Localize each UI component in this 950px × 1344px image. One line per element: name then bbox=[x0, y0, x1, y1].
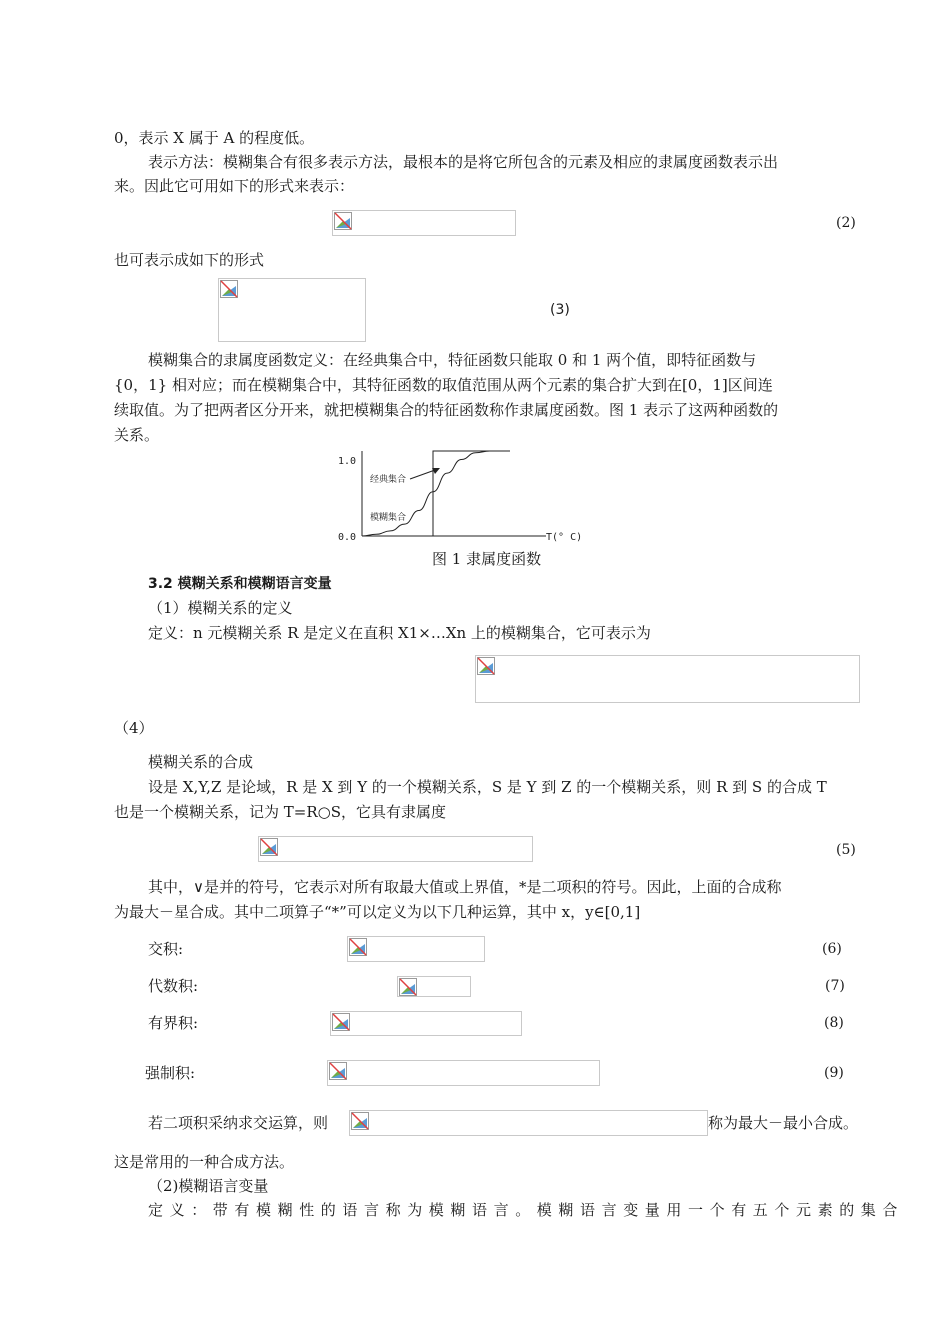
equation-image bbox=[327, 1060, 600, 1086]
x-axis-label: T(° C) bbox=[546, 532, 583, 543]
text-line: 表示方法：模糊集合有很多表示方法，最根本的是将它所包含的元素及相应的隶属度函数表示出 bbox=[148, 153, 779, 171]
subsection-heading: （2)模糊语言变量 bbox=[148, 1177, 269, 1195]
text-line: 定义：带有模糊性的语言称为模糊语言。模糊语言变量用一个有五个元素的集合 bbox=[148, 1201, 905, 1219]
y-tick-label: 1.0 bbox=[338, 456, 357, 467]
operation-label: 交积: bbox=[148, 940, 184, 958]
equation-image bbox=[332, 210, 516, 236]
text-line: 称为最大－最小合成。 bbox=[708, 1114, 859, 1132]
subsection-heading: （1）模糊关系的定义 bbox=[148, 599, 293, 617]
broken-image-icon bbox=[220, 280, 238, 298]
equation-image bbox=[475, 655, 860, 703]
text-line: 模糊集合的隶属度函数定义：在经典集合中，特征函数只能取 0 和 1 两个值，即特征函数与 bbox=[148, 351, 757, 369]
broken-image-icon bbox=[260, 838, 278, 856]
equation-image bbox=[218, 278, 366, 342]
text-line: 为最大－星合成。其中二项算子“*”可以定义为以下几种运算，其中 x，y∈[0,1] bbox=[114, 903, 641, 921]
text-line: 来。因此它可用如下的形式来表示： bbox=[114, 177, 355, 195]
text-line: 若二项积采纳求交运算，则 bbox=[148, 1114, 329, 1132]
broken-image-icon bbox=[477, 657, 495, 675]
text-line: 也是一个模糊关系，记为 T=R○S，它具有隶属度 bbox=[114, 803, 447, 821]
text-line: 0，表示 X 属于 A 的程度低。 bbox=[114, 129, 315, 147]
text-line: 续取值。为了把两者区分开来，就把模糊集合的特征函数称作隶属度函数。图 1 表示了这两种函数的 bbox=[114, 401, 779, 419]
equation-number: (9) bbox=[824, 1065, 844, 1081]
y-tick-label: 0.0 bbox=[338, 532, 357, 543]
operation-label: 代数积: bbox=[148, 977, 199, 995]
text-line: 也可表示成如下的形式 bbox=[114, 251, 265, 269]
text-line: 关系。 bbox=[114, 426, 160, 444]
broken-image-icon bbox=[399, 978, 417, 996]
equation-number: (6) bbox=[822, 941, 842, 957]
series-label-fuzzy: 模糊集合 bbox=[370, 513, 407, 523]
equation-number: （4） bbox=[114, 719, 154, 737]
operation-label: 强制积: bbox=[145, 1064, 196, 1082]
equation-image bbox=[397, 976, 471, 997]
equation-number: (8) bbox=[824, 1015, 844, 1031]
equation-number: (3) bbox=[550, 302, 570, 318]
equation-image bbox=[347, 936, 485, 962]
text-line: 这是常用的一种合成方法。 bbox=[114, 1153, 295, 1171]
crisp-set-line bbox=[362, 451, 510, 536]
equation-number: (5) bbox=[836, 842, 856, 858]
equation-number: (7) bbox=[825, 978, 845, 994]
annotation-arrow bbox=[410, 470, 435, 479]
equation-image bbox=[330, 1011, 522, 1036]
broken-image-icon bbox=[349, 938, 367, 956]
broken-image-icon bbox=[351, 1112, 369, 1130]
equation-image bbox=[258, 836, 533, 862]
section-heading: 3.2 模糊关系和模糊语言变量 bbox=[148, 576, 332, 592]
broken-image-icon bbox=[329, 1062, 347, 1080]
membership-function-chart bbox=[332, 446, 592, 546]
operation-label: 有界积: bbox=[148, 1014, 199, 1032]
broken-image-icon bbox=[334, 212, 352, 230]
figure-caption: 图 1 隶属度函数 bbox=[432, 550, 542, 568]
broken-image-icon bbox=[332, 1013, 350, 1031]
equation-number: (2) bbox=[836, 215, 856, 231]
text-line: 其中，∨是并的符号，它表示对所有取最大值或上界值，*是二项积的符号。因此，上面的合成称 bbox=[148, 878, 782, 896]
text-line: 定义：n 元模糊关系 R 是定义在直积 X1×…Xn 上的模糊集合，它可表示为 bbox=[148, 624, 651, 642]
text-line: 模糊关系的合成 bbox=[148, 753, 254, 771]
series-label-crisp: 经典集合 bbox=[370, 475, 407, 485]
equation-image bbox=[349, 1110, 708, 1136]
text-line: {0，1} 相对应；而在模糊集合中，其特征函数的取值范围从两个元素的集合扩大到在[0，1]区间连 bbox=[114, 376, 773, 394]
text-line: 设是 X,Y,Z 是论域，R 是 X 到 Y 的一个模糊关系，S 是 Y 到 Z 的一个模糊关系，则 R 到 S 的合成 T bbox=[148, 778, 827, 796]
